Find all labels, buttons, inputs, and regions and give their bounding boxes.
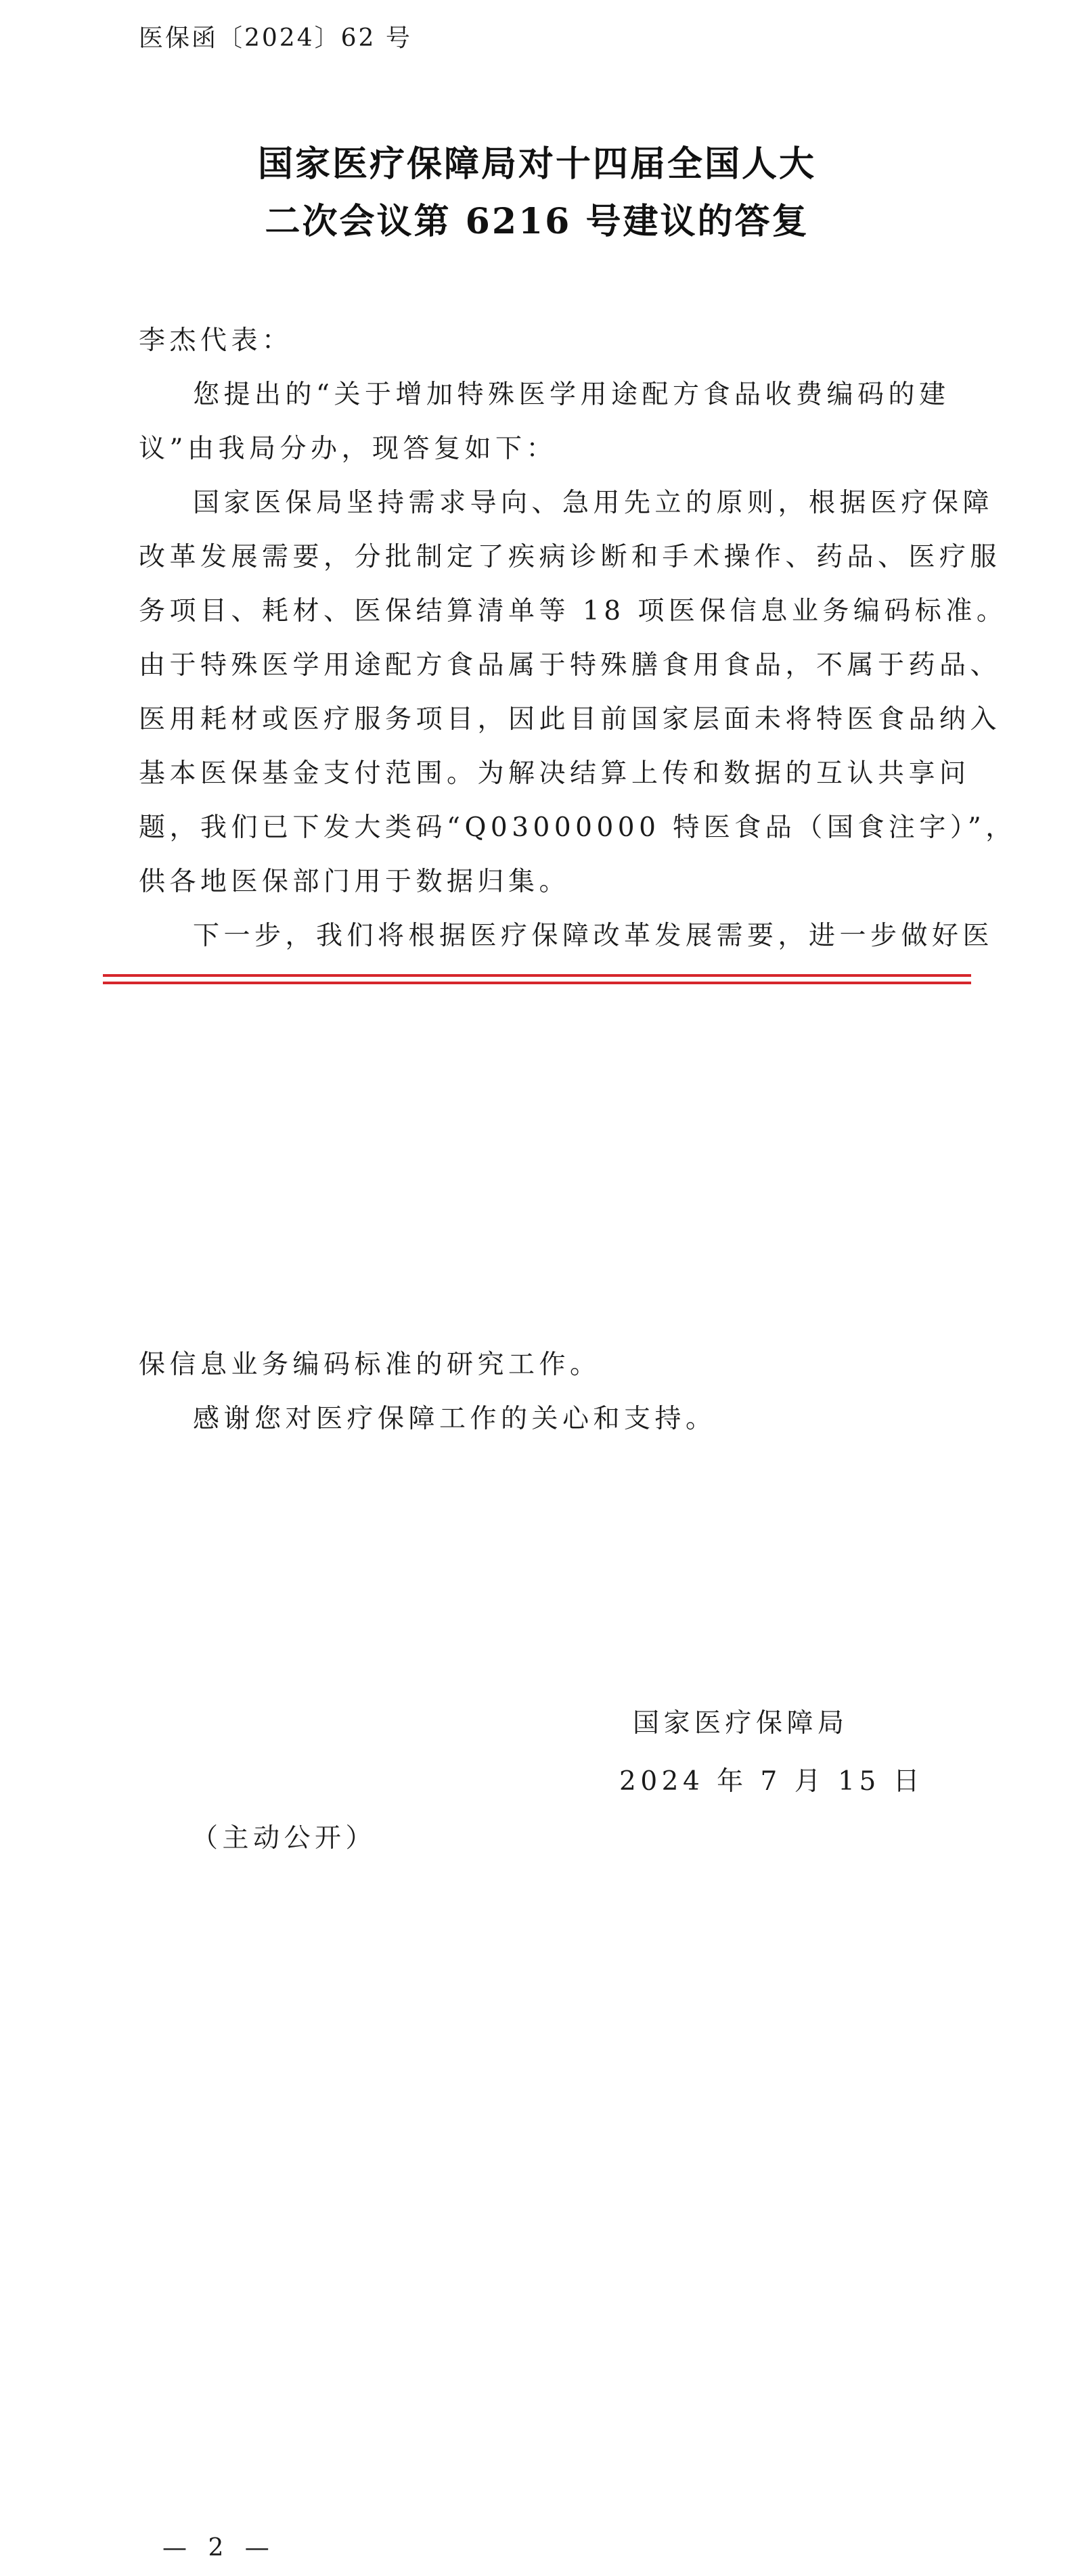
paragraph-line: 由于特殊医学用途配方食品属于特殊膳食用食品，不属于药品、 [139, 650, 1002, 681]
paragraph-line: 题，我们已下发大类码“Q03000000 特医食品（国食注字）”， [139, 812, 1016, 843]
paragraph-line: 改革发展需要，分批制定了疾病诊断和手术操作、药品、医疗服 [139, 542, 1002, 572]
document-number: 医保函〔2024〕62 号 [139, 24, 412, 52]
paragraph-line: 供各地医保部门用于数据归集。 [139, 867, 570, 897]
title-line-1: 国家医疗保障局对十四届全国人大 [257, 143, 816, 185]
red-separator-line [103, 982, 971, 984]
disclosure-note: （主动公开） [192, 1823, 377, 1854]
paragraph-line: 您提出的“关于增加特殊医学用途配方食品收费编码的建 [193, 380, 950, 410]
paragraph-line: 务项目、耗材、医保结算清单等 18 项医保信息业务编码标准。 [139, 596, 1008, 626]
paragraph-line: 基本医保基金支付范围。为解决结算上传和数据的互认共享问 [139, 758, 970, 789]
signature-date: 2024 年 7 月 15 日 [619, 1766, 924, 1797]
paragraph-line: 国家医保局坚持需求导向、急用先立的原则，根据医疗保障 [193, 488, 994, 518]
red-separator-line [103, 974, 971, 977]
continued-line: 感谢您对医疗保障工作的关心和支持。 [193, 1404, 717, 1434]
continued-line: 保信息业务编码标准的研究工作。 [139, 1350, 601, 1380]
paragraph-line: 医用耗材或医疗服务项目，因此目前国家层面未将特医食品纳入 [139, 704, 1002, 735]
salutation: 李杰代表： [139, 325, 293, 356]
paragraph-line: 议”由我局分办，现答复如下： [139, 434, 557, 464]
title-line-2: 二次会议第 6216 号建议的答复 [265, 201, 809, 242]
paragraph-line: 下一步，我们将根据医疗保障改革发展需要，进一步做好医 [193, 921, 994, 951]
signature-org: 国家医疗保障局 [633, 1708, 849, 1739]
page-number: — 2 — [162, 2534, 276, 2562]
